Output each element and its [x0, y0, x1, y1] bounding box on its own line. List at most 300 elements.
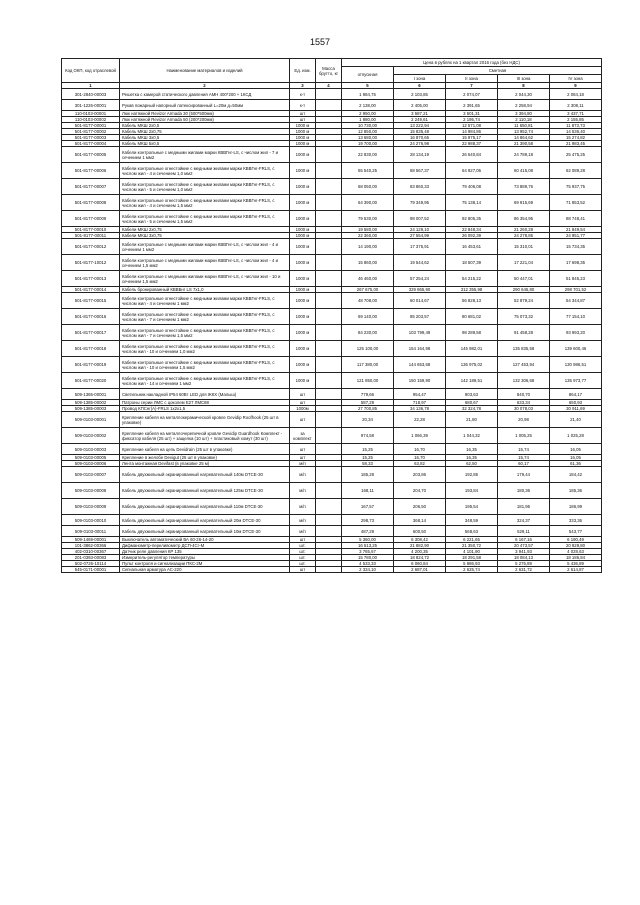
row-price-zone-3: 20 473,57 — [498, 543, 550, 549]
row-mass — [316, 239, 342, 255]
row-price-release: 15 860,00 — [342, 255, 394, 271]
row-price-release: 48 708,00 — [342, 293, 394, 309]
row-mass — [316, 499, 342, 515]
row-name: Кабель МКШ 2х0,75 — [120, 129, 290, 135]
row-price-zone-3: 50 447,01 — [498, 271, 550, 287]
row-unit: 1000 м — [290, 129, 316, 135]
row-price-zone-3: 15,74 — [498, 455, 550, 461]
row-code: 509-1365-00001 — [62, 389, 120, 400]
row-price-zone-2: 195,54 — [446, 499, 498, 515]
row-unit: шт — [290, 455, 316, 461]
row-price-release: 185,28 — [342, 467, 394, 483]
table-row — [62, 163, 602, 179]
row-price-zone-4: 24 951,77 — [550, 233, 602, 239]
row-name: Люк натяжной Revizor Armada 30 (500*500мм) — [120, 111, 290, 117]
row-code: 501-8177-00016 — [62, 309, 120, 325]
price-table — [61, 58, 602, 573]
row-unit: шт — [290, 537, 316, 543]
table-row — [62, 325, 602, 341]
row-price-zone-4: 139 600,46 — [550, 341, 602, 357]
row-price-zone-2: 12 571,08 — [446, 123, 498, 129]
row-price-zone-4: 54 344,87 — [550, 293, 602, 309]
row-price-zone-1: 1 066,39 — [394, 428, 446, 444]
row-name: Кабель двухжильный экранированный нагревательный 110м DTCE-30 — [120, 499, 290, 515]
row-price-release: 14 190,00 — [342, 239, 394, 255]
row-price-zone-2: 2 625,74 — [446, 567, 498, 573]
row-price-zone-1: 79 349,95 — [394, 195, 446, 211]
row-price-zone-1: 206,50 — [394, 499, 446, 515]
row-price-zone-4: 2 084,18 — [550, 89, 602, 100]
row-mass — [316, 271, 342, 287]
row-code: 509-1385-00003 — [62, 406, 120, 412]
row-price-zone-4: 62 089,28 — [550, 163, 602, 179]
column-number: 4 — [316, 83, 342, 89]
row-price-release: 167,57 — [342, 499, 394, 515]
row-price-zone-4: 543,77 — [550, 526, 602, 537]
row-price-release: 2 334,10 — [342, 567, 394, 573]
row-unit: шт — [290, 389, 316, 400]
column-number: 8 — [498, 83, 550, 89]
row-price-zone-1: 19 544,62 — [394, 255, 446, 271]
row-price-zone-2: 92 805,35 — [446, 211, 498, 227]
row-price-zone-1: 2 687,01 — [394, 567, 446, 573]
row-code: 201-0393-00083 — [62, 555, 120, 561]
table-row — [62, 239, 602, 255]
row-price-zone-3: 73 889,76 — [498, 179, 550, 195]
row-mass — [316, 325, 342, 341]
row-price-zone-2: 32 324,78 — [446, 406, 498, 412]
row-price-zone-1: 4 200,35 — [394, 549, 446, 555]
row-price-zone-2: 62,50 — [446, 461, 498, 467]
row-unit: шт. — [290, 555, 316, 561]
row-price-zone-4: 1 025,28 — [550, 428, 602, 444]
row-price-zone-3: 11 650,81 — [498, 123, 550, 129]
row-price-zone-4: 15 734,35 — [550, 239, 602, 255]
row-price-zone-2: 64 927,06 — [446, 163, 498, 179]
row-code: 509-1385-00002 — [62, 400, 120, 406]
row-code: 509-0103-00005 — [62, 455, 120, 461]
row-code: 501-8177-00011 — [62, 233, 120, 239]
row-price-zone-4: 186,99 — [550, 499, 602, 515]
row-code: 501-8177-00009 — [62, 211, 120, 227]
row-name: Дифманометр-переливометр ДСП-4Сг-М — [120, 543, 290, 549]
row-price-zone-4: 6 190,49 — [550, 537, 602, 543]
row-mass — [316, 483, 342, 499]
row-unit: к-т — [290, 89, 316, 100]
row-name: Решетка с камерой статического давления АМН 400*200 + 1КСД — [120, 89, 290, 100]
row-price-zone-3: 14 864,62 — [498, 135, 550, 141]
row-price-release: 487,29 — [342, 526, 394, 537]
row-price-zone-3: 15 310,01 — [498, 239, 550, 255]
row-price-zone-3: 13 952,74 — [498, 129, 550, 135]
row-price-release: 121 850,00 — [342, 373, 394, 389]
row-price-zone-1: 28 134,19 — [394, 147, 446, 163]
row-code: 501-8177-00014 — [62, 287, 120, 293]
row-price-zone-1: 203,86 — [394, 467, 446, 483]
row-price-zone-4: 16,05 — [550, 444, 602, 455]
row-mass — [316, 373, 342, 389]
row-price-zone-3: 6 167,16 — [498, 537, 550, 543]
table-row — [62, 467, 602, 483]
row-mass — [316, 211, 342, 227]
row-code: 501-8177-00012 — [62, 239, 120, 255]
row-mass — [316, 412, 342, 428]
row-price-release: 298,73 — [342, 515, 394, 526]
row-price-release: 587,29 — [342, 400, 394, 406]
row-price-zone-1: 600,50 — [394, 526, 446, 537]
row-price-zone-4: 2 308,11 — [550, 100, 602, 111]
row-price-zone-4: 5 436,89 — [550, 561, 602, 567]
row-price-release: 27 700,85 — [342, 406, 394, 412]
row-price-zone-3: 181,95 — [498, 499, 550, 515]
row-price-release: 267 675,00 — [342, 287, 394, 293]
row-price-release: 69 140,00 — [342, 309, 394, 325]
row-price-release: 19 580,00 — [342, 227, 394, 233]
row-price-zone-2: 16,35 — [446, 455, 498, 461]
row-price-release: 15,25 — [342, 444, 394, 455]
row-code: 501-8177-00019 — [62, 357, 120, 373]
column-number: 7 — [446, 83, 498, 89]
row-price-zone-2: 193,84 — [446, 483, 498, 499]
row-mass — [316, 89, 342, 100]
row-unit: 1000 м — [290, 179, 316, 195]
row-mass — [316, 428, 342, 444]
table-row — [62, 567, 602, 573]
row-code: 501-8177-00006 — [62, 163, 120, 179]
row-name: Крепление в желобе Devigut (25 шт в упаковке) — [120, 455, 290, 461]
row-price-zone-2: 5 886,93 — [446, 561, 498, 567]
row-price-zone-3: 17 221,04 — [498, 255, 550, 271]
row-price-release: 16 513,25 — [342, 543, 394, 549]
row-price-zone-1: 21 882,90 — [394, 543, 446, 549]
row-price-zone-1: 60 014,67 — [394, 293, 446, 309]
row-code: 509-1469-00001 — [62, 537, 120, 543]
row-price-zone-4: 75 937,75 — [550, 179, 602, 195]
row-price-release: 974,58 — [342, 428, 394, 444]
row-price-zone-3: 52 879,24 — [498, 293, 550, 309]
row-price-zone-4: 2 614,87 — [550, 567, 602, 573]
table-row — [62, 428, 602, 444]
row-code: 110-0103-00002 — [62, 117, 120, 123]
row-price-zone-1: 16,70 — [394, 444, 446, 455]
row-unit: 1000 м — [290, 135, 316, 141]
row-price-zone-4: 77 154,10 — [550, 309, 602, 325]
row-price-zone-2: 568,63 — [446, 526, 498, 537]
row-price-zone-4: 333,36 — [550, 515, 602, 526]
row-price-zone-3: 20,98 — [498, 412, 550, 428]
row-price-release: 84 230,00 — [342, 325, 394, 341]
row-unit: шт. — [290, 543, 316, 549]
row-name: Кабели контрольные огнестойкие с медными жилами марки КВВГнг-FRLS, с числом жил - 4 и сечением 1 мм2 — [120, 293, 290, 309]
table-row — [62, 271, 602, 287]
row-code: 509-0103-00002 — [62, 428, 120, 444]
row-mass — [316, 100, 342, 111]
row-price-zone-3: 15,74 — [498, 444, 550, 455]
row-price-zone-1: 2 249,61 — [394, 117, 446, 123]
row-unit: 1000 м — [290, 141, 316, 147]
row-unit: 1000 м — [290, 309, 316, 325]
row-name: Датчик реле давления КР 135 — [120, 549, 290, 555]
row-price-zone-4: 2 155,85 — [550, 117, 602, 123]
row-code: 101-3862-00366 — [62, 543, 120, 549]
row-price-zone-4: 93 993,20 — [550, 325, 602, 341]
row-price-release: 20,34 — [342, 412, 394, 428]
row-unit: 1000 м — [290, 341, 316, 357]
row-price-zone-4: 3 437,71 — [550, 111, 602, 117]
row-mass — [316, 195, 342, 211]
row-price-zone-2: 75 138,14 — [446, 195, 498, 211]
row-code: 501-8177-00010 — [62, 227, 120, 233]
row-price-zone-2: 1 044,32 — [446, 428, 498, 444]
row-price-zone-3: 24 789,18 — [498, 147, 550, 163]
row-name: Сигнальная арматура АС-220 — [120, 567, 290, 573]
row-price-zone-2: 14 984,86 — [446, 129, 498, 135]
row-code: 301-2840-00003 — [62, 89, 120, 100]
row-name: Кабель МКШ 5х0,5 — [120, 141, 290, 147]
row-price-zone-4: 15 274,82 — [550, 135, 602, 141]
row-code: 501-8177-00005 — [62, 147, 120, 163]
row-mass — [316, 357, 342, 373]
row-name: Кабель двухжильный экранированный нагревательный 20м DTCE-30 — [120, 515, 290, 526]
row-price-zone-4: 14 536,40 — [550, 129, 602, 135]
row-unit: 1000 м — [290, 271, 316, 287]
row-price-release: 4 533,33 — [342, 561, 394, 567]
row-price-zone-2: 312 355,98 — [446, 287, 498, 293]
row-price-zone-3: 179,44 — [498, 467, 550, 483]
row-price-release: 22 360,00 — [342, 233, 394, 239]
row-price-zone-3: 2 044,30 — [498, 89, 550, 100]
row-price-zone-3: 840,70 — [498, 389, 550, 400]
header-unit: Ед. изм. — [290, 59, 316, 83]
row-price-zone-3: 2 258,94 — [498, 100, 550, 111]
row-price-zone-1: 204,70 — [394, 483, 446, 499]
column-number: 2 — [120, 83, 290, 89]
row-unit: 1000 м — [290, 325, 316, 341]
header-price-group: Цена в рублях на 1 квартал 2016 года (без НДС) — [342, 59, 602, 67]
row-unit: 1000 м — [290, 123, 316, 129]
row-price-zone-1: 144 653,68 — [394, 357, 446, 373]
row-name: Патроны серии ЛМС с цоколем Е27 ЛМС88 — [120, 400, 290, 406]
row-price-zone-1: 63,82 — [394, 461, 446, 467]
table-row — [62, 499, 602, 515]
table-row — [62, 309, 602, 325]
row-name: Пульт контроля и сигнализации ПКС-2М — [120, 561, 290, 567]
row-price-release: 79 530,00 — [342, 211, 394, 227]
row-price-zone-1: 17 375,91 — [394, 239, 446, 255]
row-price-zone-1: 103 799,49 — [394, 325, 446, 341]
row-price-zone-4: 650,93 — [550, 400, 602, 406]
row-code: 501-8177-00020 — [62, 373, 120, 389]
row-unit: 1000 м — [290, 373, 316, 389]
table-row — [62, 89, 602, 100]
row-price-zone-3: 69 915,69 — [498, 195, 550, 211]
table-row — [62, 444, 602, 455]
table-row — [62, 147, 602, 163]
row-name: Кабель двухжильный экранированный нагревательный 10м DTCE-30 — [120, 526, 290, 537]
column-number: 3 — [290, 83, 316, 89]
row-price-release: 19 700,00 — [342, 141, 394, 147]
row-code: 501-8177-00003 — [62, 135, 120, 141]
row-price-zone-2: 2 074,07 — [446, 89, 498, 100]
row-name: Кабель двухжильный экранированный нагревательный 140м DTCE-30 — [120, 467, 290, 483]
table-row — [62, 483, 602, 499]
row-mass — [316, 179, 342, 195]
row-price-zone-2: 56 828,13 — [446, 293, 498, 309]
table-row — [62, 255, 602, 271]
header-zone-2: II зона — [446, 75, 498, 83]
column-number: 9 — [550, 83, 602, 89]
row-unit: шт — [290, 412, 316, 428]
row-name: Выключатель автоматический ВА 60-26-14-20 — [120, 537, 290, 543]
row-price-zone-2: 3 501,31 — [446, 111, 498, 117]
row-price-zone-3: 135 835,58 — [498, 341, 550, 357]
row-mass — [316, 444, 342, 455]
row-price-zone-1: 18 824,72 — [394, 555, 446, 561]
row-mass — [316, 147, 342, 163]
table-body — [62, 89, 602, 573]
row-price-zone-2: 903,63 — [446, 389, 498, 400]
row-name: Кабели МКШ 2х0,75 — [120, 227, 290, 233]
header-smetnaya: Сметная — [394, 67, 602, 75]
row-name: Рукав пожарный напорный латексированный L=20м д=50мм — [120, 100, 290, 111]
page-number: 1557 — [309, 37, 331, 47]
row-price-zone-3: 18 084,13 — [498, 555, 550, 561]
row-price-zone-2: 6 221,65 — [446, 537, 498, 543]
row-price-release: 68 050,00 — [342, 179, 394, 195]
row-price-zone-2: 680,67 — [446, 400, 498, 406]
row-code: 110-0103-00001 — [62, 111, 120, 117]
row-price-zone-3: 2 110,18 — [498, 117, 550, 123]
row-code: 509-0103-00003 — [62, 444, 120, 455]
row-price-release: 117 380,00 — [342, 357, 394, 373]
row-name: Кабели контрольные огнестойкие с медными жилами марки КВВГнг-FRLS, с числом жил - 7 и сечением 1,5 мм2 — [120, 325, 290, 341]
row-price-zone-3: 529,11 — [498, 526, 550, 537]
row-name: Кабель МКШ 3х0,5 — [120, 135, 290, 141]
row-name: Кабели контрольные огнестойкие с медными жилами марки КВВГнг-FRLS, с числом жил - 7 и сечением 1 мм2 — [120, 309, 290, 325]
row-price-zone-4: 71 853,52 — [550, 195, 602, 211]
row-price-release: 168,11 — [342, 483, 394, 499]
row-code: 501-8177-00018 — [62, 341, 120, 357]
table-row — [62, 389, 602, 400]
row-price-zone-2: 2 195,74 — [446, 117, 498, 123]
row-price-zone-3: 324,37 — [498, 515, 550, 526]
row-price-zone-3: 60 415,08 — [498, 163, 550, 179]
row-price-zone-1: 6 308,42 — [394, 537, 446, 543]
header-mass: Масса брутто, кг — [316, 59, 342, 83]
row-price-zone-2: 192,85 — [446, 467, 498, 483]
row-mass — [316, 567, 342, 573]
table-row — [62, 412, 602, 428]
row-price-release: 10 730,00 — [342, 123, 394, 129]
row-price-zone-1: 83 860,33 — [394, 179, 446, 195]
row-price-zone-3: 91 458,28 — [498, 325, 550, 341]
row-price-zone-2: 80 681,02 — [446, 309, 498, 325]
row-unit: 1000 м — [290, 163, 316, 179]
row-unit: за комплект — [290, 428, 316, 444]
row-unit: м/п — [290, 515, 316, 526]
row-price-zone-3: 21 260,28 — [498, 227, 550, 233]
row-price-zone-2: 26 640,84 — [446, 147, 498, 163]
row-name: Светильник накладной IP54 60Вт LED для ЖКХ (Малыш) — [120, 389, 290, 400]
row-price-release: 13 680,00 — [342, 135, 394, 141]
row-code: 501-8177-00008 — [62, 195, 120, 211]
row-price-zone-4: 185,36 — [550, 483, 602, 499]
table-row — [62, 526, 602, 537]
row-price-zone-1: 150 159,90 — [394, 373, 446, 389]
row-price-release: 46 460,00 — [342, 271, 394, 287]
row-name: Кабели контрольные с медными жилами марки КВВГнг-LS, с числом жил - 4 и сечением 1 мм2 — [120, 239, 290, 255]
row-unit: м/п — [290, 483, 316, 499]
row-unit: шт. — [290, 561, 316, 567]
row-price-zone-1: 34 136,78 — [394, 406, 446, 412]
row-price-zone-2: 142 189,51 — [446, 373, 498, 389]
row-unit: 1000 м — [290, 147, 316, 163]
row-unit: 1000 м — [290, 195, 316, 211]
row-price-release: 15 780,00 — [342, 555, 394, 561]
row-price-zone-2: 16,35 — [446, 444, 498, 455]
row-name: Крепление кабеля на цепь Devidrain (25 шт в упаковке) — [120, 444, 290, 455]
row-name: Кабель МКШ 2х0,5 — [120, 123, 290, 129]
row-code: 509-0103-00001 — [62, 412, 120, 428]
row-price-zone-1: 718,97 — [394, 400, 446, 406]
column-number: 5 — [342, 83, 394, 89]
row-price-zone-4: 298 701,52 — [550, 287, 602, 293]
row-price-zone-2: 18 507,39 — [446, 255, 498, 271]
column-number: 1 — [62, 83, 120, 89]
row-unit: 1000 м — [290, 233, 316, 239]
row-price-zone-1: 954,47 — [394, 389, 446, 400]
row-price-zone-4: 4 028,63 — [550, 549, 602, 555]
row-name: Провод КПСнг(А)-FRLS 1х2х1,5 — [120, 406, 290, 412]
row-price-zone-3: 180,36 — [498, 483, 550, 499]
row-unit: шт. — [290, 549, 316, 555]
row-name: Кабели контрольные огнестойкие с медными жилами марки КВВГнг-FRLS, с числом жил - 5 и сечением 1,5 мм2 — [120, 211, 290, 227]
header-code: Код ОКП, код отраслевой — [62, 59, 120, 83]
row-unit: к-т — [290, 100, 316, 111]
row-price-zone-2: 2 391,65 — [446, 100, 498, 111]
row-price-zone-4: 864,17 — [550, 389, 602, 400]
row-name: Крепление кабеля на металлокерамической кровле Gevidip Roofhook (25 шт в упаковке) — [120, 412, 290, 428]
row-price-zone-1: 98 007,52 — [394, 211, 446, 227]
row-unit: 1000 м — [290, 227, 316, 233]
row-price-zone-4: 11 873,73 — [550, 123, 602, 129]
row-unit: м/п — [290, 526, 316, 537]
row-price-zone-1: 16 870,65 — [394, 135, 446, 141]
row-name: Кабели контрольные огнестойкие с медными жилами марки КВВГнг-FRLS, с числом жил - 4 и сечением 1,5 мм2 — [120, 195, 290, 211]
row-code: 501-8177-10012 — [62, 255, 120, 271]
row-code: 301-1226-00001 — [62, 100, 120, 111]
row-unit: м/п — [290, 461, 316, 467]
row-price-release: 15,25 — [342, 455, 394, 461]
row-price-zone-1: 6 060,84 — [394, 561, 446, 567]
row-name: Лента монтажная Devifast (в упаковке 25 м) — [120, 461, 290, 467]
row-mass — [316, 163, 342, 179]
header-zone-4: IV зона — [550, 75, 602, 83]
row-unit: 1000м — [290, 406, 316, 412]
row-price-zone-3: 633,34 — [498, 400, 550, 406]
row-price-zone-3: 30 078,03 — [498, 406, 550, 412]
table-row — [62, 515, 602, 526]
row-unit: шт — [290, 400, 316, 406]
row-unit: м/п — [290, 499, 316, 515]
row-name: Кабели контрольные с медными жилами марки КВВГнг-LS, с числом жил - 7 и сечением 1 мм2 — [120, 147, 290, 163]
row-price-zone-2: 348,59 — [446, 515, 498, 526]
row-price-release: 5 360,00 — [342, 537, 394, 543]
row-mass — [316, 526, 342, 537]
row-price-zone-1: 85 203,57 — [394, 309, 446, 325]
table-row — [62, 195, 602, 211]
row-name: Кабели контрольные с медными жилами марки КВВГнг-LS, с числом жил - 4 и сечением 1,5 мм2 — [120, 255, 290, 271]
